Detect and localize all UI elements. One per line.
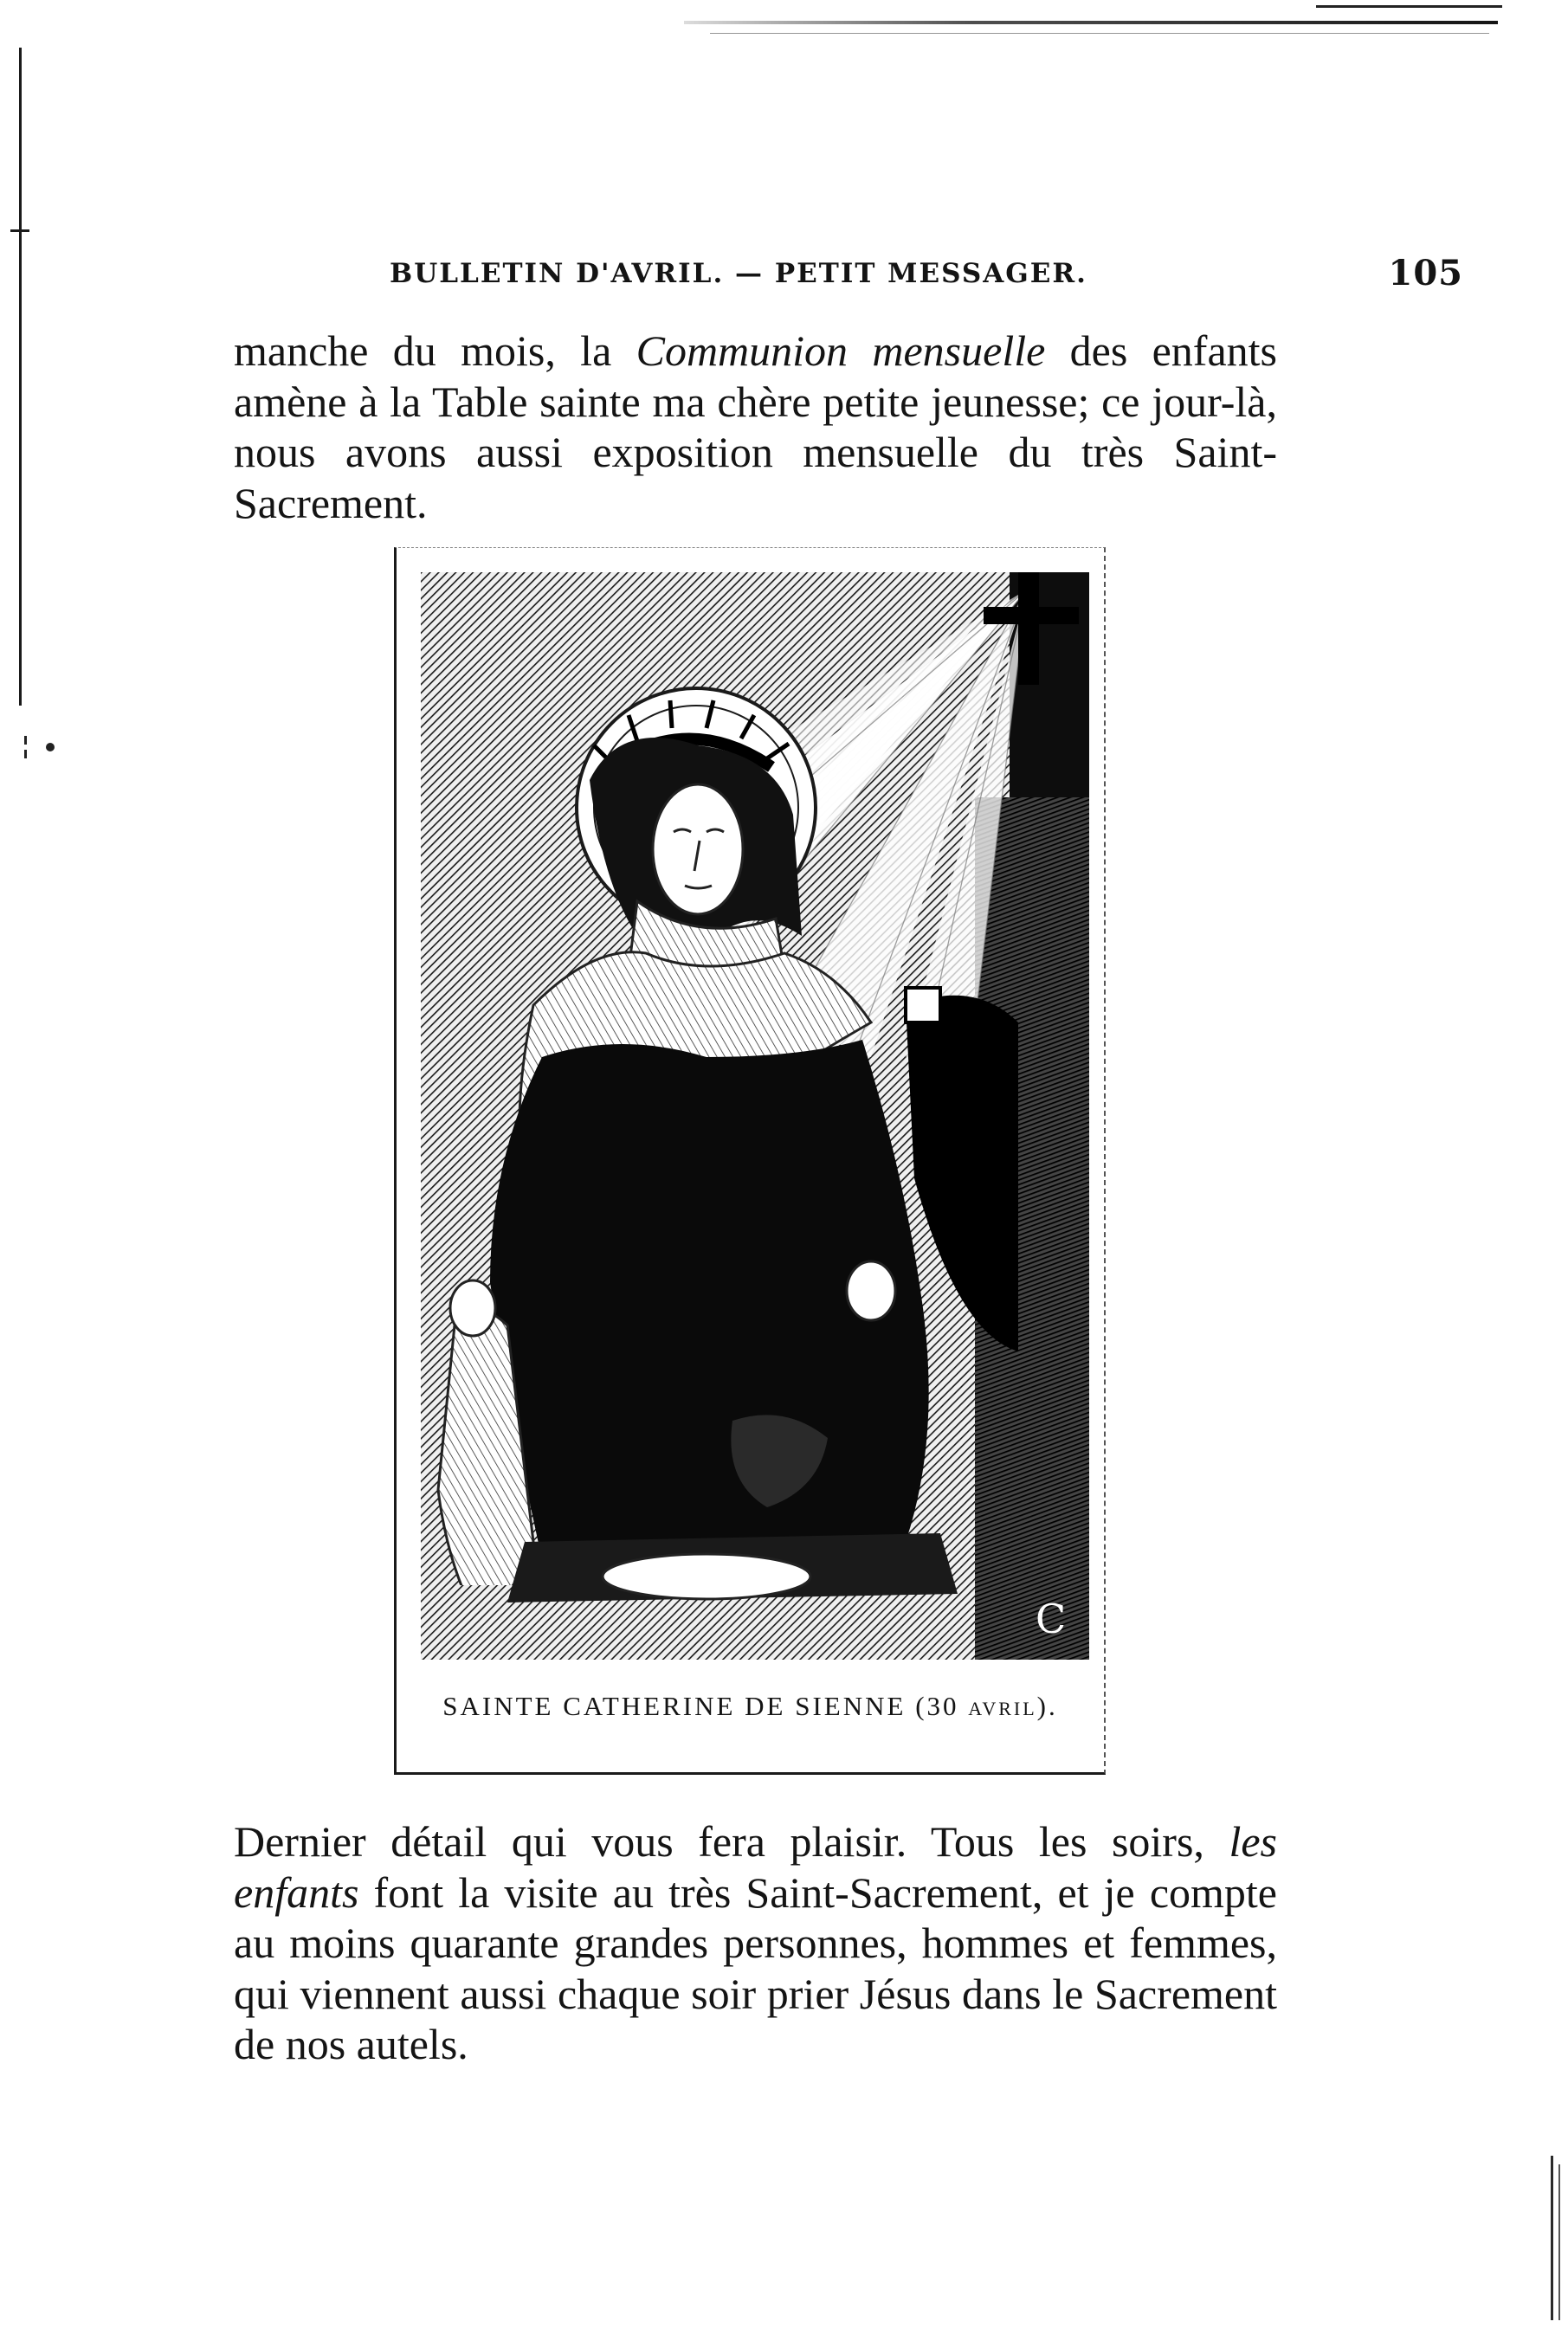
paragraph-text-run: font la visite au très Saint-Sacrement, et je compte au moins quarante grandes personnes, hommes et femmes, qui viennent aussi chaque soir prier Jésus dans le Sacrement de nos autels. — [234, 1867, 1277, 2068]
paragraph-text-run: Dernier détail qui vous fera plaisir. Tous les soirs, — [234, 1817, 1229, 1866]
scan-rule-artifact — [1316, 5, 1502, 8]
margin-line-artifact — [19, 48, 22, 706]
running-title: BULLETIN D'AVRIL. — PETIT MESSAGER. — [390, 258, 1087, 289]
running-head — [234, 253, 1463, 294]
margin-dots-artifact — [24, 736, 68, 762]
paragraph — [234, 1816, 1277, 2070]
scan-rule-artifact — [684, 21, 1498, 24]
margin-tick-artifact — [10, 229, 29, 232]
paragraph — [234, 326, 1277, 528]
figure-caption: SAINTE CATHERINE DE SIENNE (30 avril). — [442, 1691, 1058, 1721]
engraver-monogram: C — [1036, 1596, 1067, 1642]
saint-engraving-image — [421, 572, 1089, 1660]
paragraph-text-run: des enfants amène à la Table sainte ma chère petite jeunesse; ce jour-là, nous avons aussi exposition mensuelle du très Saint-Sacrement. — [234, 326, 1277, 527]
paragraph-text — [234, 326, 1277, 528]
paragraph-text — [234, 1816, 1277, 2070]
figure-frame — [394, 547, 1106, 1775]
emphasis-text: les enfants — [234, 1817, 1277, 1917]
paragraph-text-run: manche du mois, la — [234, 326, 636, 375]
margin-line-artifact — [1558, 2164, 1560, 2320]
margin-line-artifact — [1551, 2156, 1553, 2320]
scan-rule-artifact — [710, 33, 1489, 34]
emphasis-text: Communion mensuelle — [636, 326, 1046, 375]
page-number: 105 — [1388, 253, 1463, 293]
